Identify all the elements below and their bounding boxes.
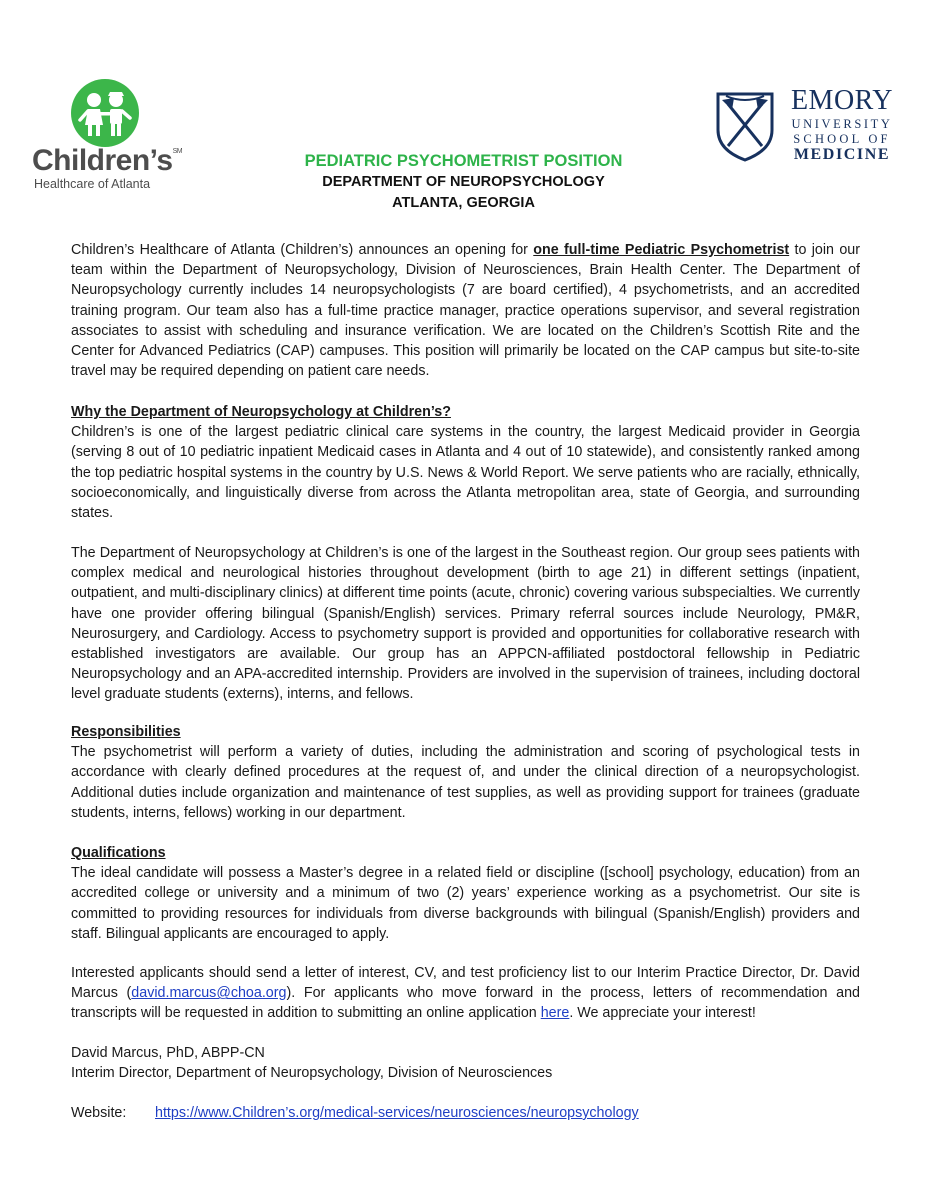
responsibilities-section xyxy=(71,722,860,823)
intro-text-start: Children’s Healthcare of Atlanta (Children’s) announces an opening for xyxy=(71,242,534,258)
emory-logo xyxy=(714,86,904,166)
signature-name: David Marcus, PhD, ABPP-CN xyxy=(71,1045,265,1061)
why-paragraph-2: The Department of Neuropsychology at Children’s is one of the largest in the Southeast region. Our group sees patients with complex medical and neurological histories throughout development (birth to age 21) in different settings (inpatient, outpatient, and multi-disciplinary clinics) at different time points (acute, chronic) covering various subspecialties. We currently have one provider offering bilingual (Spanish/English) services. Primary referral sources include Neurology, PM&R, Neurosurgery, and Cardiology. Access to psychometry support is provided and opportunities for collaborative research with established investigators are available. Our group has an APPCN-affiliated postdoctoral fellowship in Pediatric Neuropsychology and an APA-accredited internship. Providers are involved in the supervision of trainees, including doctoral level graduate students (externs), interns, and fellows. xyxy=(71,545,860,703)
online-application-link[interactable]: here xyxy=(540,1005,570,1022)
why-section xyxy=(71,402,860,523)
signature-title: Interim Director, Department of Neuropsychology, Division of Neurosciences xyxy=(71,1065,553,1082)
responsibilities-heading: Responsibilities xyxy=(71,724,181,740)
apply-text-3: . We appreciate your interest! xyxy=(569,1005,756,1022)
childrens-logo-name: Children’s℠ xyxy=(32,144,183,177)
email-link[interactable]: david.marcus@choa.org xyxy=(131,985,287,1002)
childrens-kids-logo-icon xyxy=(70,78,140,148)
emory-line-2: UNIVERSITY xyxy=(791,117,893,131)
responsibilities-text: The psychometrist will perform a variety of duties, including the administration and scoring of psychological tests in accordance with clearly defined procedures at the request of, and under the clinical direction of a neuropsychologist. Additional duties include organization and maintenance of test supplies, as well as providing support for trainees (graduate students, interns, fellows) working in our department. xyxy=(71,744,860,821)
intro-paragraph xyxy=(71,240,860,381)
qualifications-section xyxy=(71,843,860,944)
why-paragraph-1: Children’s is one of the largest pediatric clinical care systems in the country, the largest Medicaid provider in Georgia (serving 8 out of 10 pediatric inpatient Medicaid cases in Atlanta and 4 out of 10 statewide), and consistently ranked among the top pediatric hospital systems in the country by U.S. News & World Report. We serve patients who are racially, ethnically, socioeconomically, and linguistically diverse from across the Atlanta metropolitan area, state of Georgia, and surrounding states. xyxy=(71,424,860,522)
apply-text-2: ). For applicants who move forward in the process, letters of recommendation and transcripts will be requested in addition to submitting an online application xyxy=(71,985,860,1022)
emory-line-4: MEDICINE xyxy=(793,146,891,163)
emory-logo-text xyxy=(780,86,904,164)
emory-shield-icon xyxy=(714,90,776,162)
why-heading: Why the Department of Neuropsychology at Children’s? xyxy=(71,404,451,420)
position-title: PEDIATRIC PSYCHOMETRIST POSITION xyxy=(304,152,623,170)
childrens-logo-subtitle: Healthcare of Atlanta xyxy=(34,177,151,191)
title-block xyxy=(220,150,707,214)
location-title: ATLANTA, GEORGIA xyxy=(392,195,535,211)
signature-block xyxy=(71,1043,552,1083)
intro-text-end: to join our team within the Department of Neuropsychology, Division of Neurosciences, Brain Health Center. The Department of Neuropsychology currently includes 14 neuropsychologists (7 are board certified), 4 psychometrists, and an accredited training program. Our team also has a full-time practice manager, practice operations supervisor, and several registration associates to assist with scheduling and insurance verification. We are located on the Children’s Scottish Rite and the Center for Advanced Pediatrics (CAP) campuses. This position will primarily be located on the CAP campus but site-to-site travel may be required depending on patient care needs. xyxy=(71,242,860,380)
department-paragraph xyxy=(71,543,860,705)
department-title: DEPARTMENT OF NEUROPSYCHOLOGY xyxy=(322,174,605,190)
emory-line-3: SCHOOL OF xyxy=(793,132,891,146)
website-label: Website: xyxy=(71,1105,127,1121)
emory-line-1: EMORY xyxy=(790,85,894,116)
website-line xyxy=(71,1103,639,1123)
qualifications-text: The ideal candidate will possess a Master’s degree in a related field or discipline ([school] psychology, education) from an accredited college or university and a minimum of two (2) years’ experience working as a psychometrist. Our site is committed to providing resources for individuals from diverse backgrounds with bilingual (Spanish/English) providers and staff. Bilingual applicants are encouraged to apply. xyxy=(71,865,860,942)
apply-text-1: Interested applicants should send a letter of interest, CV, and test proficiency list to our Interim Practice Director, Dr. David Marcus ( xyxy=(71,965,860,1002)
qualifications-heading: Qualifications xyxy=(71,845,166,861)
apply-paragraph xyxy=(71,963,860,1024)
intro-highlight: one full-time Pediatric Psychometrist xyxy=(533,242,790,258)
website-link[interactable]: https://www.Children’s.org/medical-services/neurosciences/neuropsychology xyxy=(155,1105,639,1121)
childrens-logo xyxy=(32,70,202,190)
